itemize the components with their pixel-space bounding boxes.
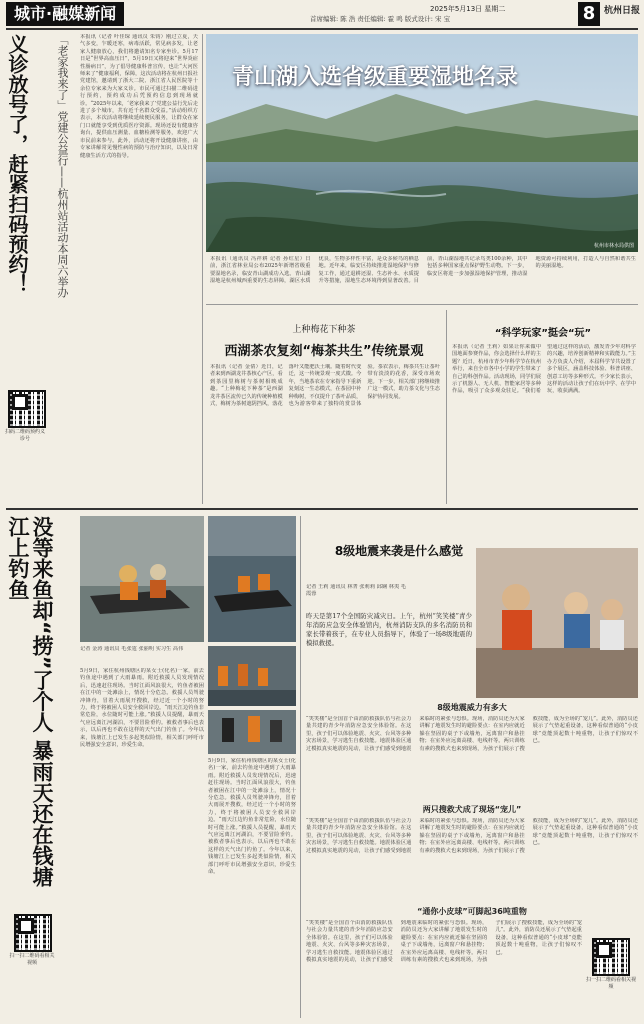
rescue-body-cont: 5月9日，家住杭州钱塘区的某女士(化名)一家，前去钓鱼途中遇到了大雨暴雨。附近救援人员发现情况后，迅速赶往现场。当时江面风浪很大，钓鱼者被困在江中的一处滩涂上，情况十分危急。救援人员驾驶冲锋舟，冒着大雨展开搜救，经过近一个小时的努力，终于将被困人员安全救回岸边。“雨天江边钓鱼非常危险，水位随时可能上涨。”救援人员提醒，暴雨天气应远离江河湖泊，不要冒险垂钓。被救者事后也表示，以后再也不敢在这样的天气出门钓鱼了。今年以来，钱塘江上已发生多起类似险情，相关部门呼吁市民增强安全意识，珍爱生命。 — [208, 758, 296, 876]
tea-headline: 西湖茶农复刻“梅茶共生”传统景观 — [224, 344, 424, 359]
clinic-subheadline: 「老家我来了」党建公益行——杭州站活动本周六举办 — [56, 34, 69, 298]
clinic-headline: 义诊放号了，赶紧扫码预约！ — [5, 34, 29, 294]
column-divider — [202, 34, 203, 504]
rescue-photo-4 — [208, 710, 296, 754]
rescue-photo-4-graphic — [208, 710, 296, 754]
rescue-photo-1 — [80, 516, 204, 642]
clinic-qr-caption: 扫码二维码预约义诊号 — [4, 429, 45, 442]
quake-subhead-3: “通你小皮球”可脚起36吨重物 — [417, 907, 527, 916]
rescue-photo-3-graphic — [208, 646, 296, 706]
quake-byline: 记者 王莉 通讯员 林菁 张莉莉 邱娴 林夷 毛霞蓉 — [306, 584, 406, 598]
page-number: 8 — [578, 2, 600, 26]
science-headline: “科学玩家”挺会“玩” — [494, 328, 592, 339]
quake-subhead-2: 两只搜救犬成了现场“宠儿” — [422, 805, 522, 814]
quake-lead: 昨天是第17个全国防灾减灾日。上午，杭州“笑笑楼”青少年消防应急安全体验馆内，杭州消防支队的多名消防员和家长带着孩子，在专业人员指导下，体验了一场8级地震的模拟救援。 — [306, 612, 472, 647]
rescue-photo-1-graphic — [80, 516, 204, 642]
clinic-qr-code[interactable] — [8, 390, 46, 428]
quake-headline: 8级地震来袭是什么感觉 — [334, 544, 464, 558]
rescue-body: 5月9日，家住杭州钱塘区的某女士(化名)一家，前去钓鱼途中遇到了大雨暴雨。附近救援人员发现情况后，迅速赶往现场。当时江面风浪很大，钓鱼者被困在江中的一处滩涂上，情况十分危急。救援人员驾驶冲锋舟，冒着大雨展开搜救，经过近一个小时的努力，终于将被困人员安全救回岸边。“雨天江边钓鱼非常危险，水位随时可能上涨。”救援人员提醒，暴雨天气应远离江河湖泊，不要冒险垂钓。被救者事后也表示，以后再也不敢在这样的天气出门钓鱼了。今年以来，钱塘江上已发生多起类似险情，相关部门呼吁市民增强安全意识，珍爱生命。 — [80, 668, 204, 749]
header-rule — [6, 28, 638, 30]
rescue-photo-2 — [208, 516, 296, 642]
section-title: 城市·融媒新闻 — [6, 2, 124, 26]
mid-rule — [6, 508, 638, 510]
rescue-headline: 没等来鱼却“捞”了个人 暴雨天还在钱塘江上钓鱼 — [6, 516, 54, 887]
lake-photo-credit: 杭州市林水局供图 — [593, 243, 634, 249]
column-divider — [446, 310, 447, 504]
quake-subhead-1: 8级地震威力有多大 — [437, 703, 507, 712]
quake-photo — [476, 548, 638, 698]
section-divider — [206, 304, 638, 305]
editor-credits: 首席编辑: 陈 浩 责任编辑: 霍 鸣 版式设计: 宋 宝 — [310, 15, 451, 23]
rescue-qr-caption: 扫一扫二维码看相关视频 — [9, 953, 55, 966]
lake-headline: 青山湖入选省级重要湿地名录 — [232, 65, 519, 90]
brand-logo: 杭州日报 — [604, 6, 641, 16]
rescue-photo-2-graphic — [208, 516, 296, 642]
tea-kicker: 上种梅花下种茶 — [292, 325, 356, 335]
quake-body-2: “笑笑楼”是全国首个由消防救援队伍与社会力量共建的青少年消防应急安全体验馆。在这里，孩子们可以体验地震、火灾、台风等多种灾害场景，学习逃生自救技能。地震体验区通过模拟真实地震的晃动，让孩子们感受到地震来临时的紧张与恐惧。现场，消防员还为大家讲解了地震发生时的避险要点：在室内应就近躲在坚固的桌子下或墙角，远离窗户和悬挂物；在室外应远离高楼、电线杆等。两只训练有素的搜救犬也来到现场，为孩子们展示了搜救技能，成为全场的“宠儿”。此外，消防员还展示了气垫起重设备，这种看似普通的“小皮球”竟能顶起数十吨重物，让孩子们惊叹不已。 — [306, 818, 638, 854]
lake-body: 本报讯（通讯员 冯祥耕 记者 孙红星）日前，浙江省林业局公布2025年新增省级重要湿地名录，临安青山湖成功入选。青山湖湿地是杭州城西重要的生态屏障，湖区水质优良，生物多样性丰富，是众多候鸟的栖息地。近年来，临安区持续推进湿地保护与修复工作，通过退耕还湿、生态补水、水质提升等措施，湿地生态环境得到显著改善。目前，青山湖湿地共记录鸟类100余种，其中包括多种国家重点保护野生动物。下一步，临安区将进一步加强湿地保护管理，推动湿地资源可持续利用，打造人与自然和谐共生的美丽湿地。 — [210, 256, 636, 285]
science-body: 本报讯（记者 王莉）如果让你来做中国地面参赛作品，你会选择什么样的主题？近日，杭州市青少年科学节在杭州举行，来自全市各中小学的学生带来了自己的科创作品。活动现场，同学们展示了机器人、无人机、智能家居等多种作品，吸引了众多观众驻足。“我们希望通过这样的活动，激发青少年对科学的兴趣，培养创新精神和实践能力。”主办方负责人介绍，本届科学节共设置了多个展区，涵盖科技体验、科普讲座、创意工坊等多种形式。不少家长表示，这样的活动让孩子们在玩中学、在学中玩，收获满满。 — [452, 344, 636, 395]
quake-photo-graphic — [476, 548, 638, 698]
rescue-qr-code[interactable] — [14, 914, 52, 952]
quake-body-1: “笑笑楼”是全国首个由消防救援队伍与社会力量共建的青少年消防应急安全体验馆。在这里，孩子们可以体验地震、火灾、台风等多种灾害场景，学习逃生自救技能。地震体验区通过模拟真实地震的晃动，让孩子们感受到地震来临时的紧张与恐惧。现场，消防员还为大家讲解了地震发生时的避险要点：在室内应就近躲在坚固的桌子下或墙角，远离窗户和悬挂物；在室外应远离高楼、电线杆等。两只训练有素的搜救犬也来到现场，为孩子们展示了搜救技能，成为全场的“宠儿”。此外，消防员还展示了气垫起重设备，这种看似普通的“小皮球”竟能顶起数十吨重物，让孩子们惊叹不已。 — [306, 716, 638, 752]
issue-date: 2025年5月13日 星期二 — [430, 5, 506, 13]
column-divider — [300, 516, 301, 1018]
rescue-byline: 记者 金涛 通讯员 毛张霆 张丽明 实习生 高伟 — [80, 646, 184, 652]
quake-qr-code[interactable] — [592, 938, 630, 976]
quake-qr-caption: 扫一扫二维码看相关视频 — [585, 977, 636, 990]
quake-body-3: “笑笑楼”是全国首个由消防救援队伍与社会力量共建的青少年消防应急安全体验馆。在这里，孩子们可以体验地震、火灾、台风等多种灾害场景，学习逃生自救技能。地震体验区通过模拟真实地震的晃动，让孩子们感受到地震来临时的紧张与恐惧。现场，消防员还为大家讲解了地震发生时的避险要点：在室内应就近躲在坚固的桌子下或墙角，远离窗户和悬挂物；在室外应远离高楼、电线杆等。两只训练有素的搜救犬也来到现场，为孩子们展示了搜救技能，成为全场的“宠儿”。此外，消防员还展示了气垫起重设备，这种看似普通的“小皮球”竟能顶起数十吨重物，让孩子们惊叹不已。 — [306, 920, 582, 964]
rescue-photo-3 — [208, 646, 296, 706]
tea-body: 本报讯（记者 金倩）近日，记者来到西湖龙井茶核心产区，看到茶园里梅树与茶树相映成趣。“上种梅花下种茶”是西湖龙井茶区流传已久的传统种植模式，梅树为茶树遮阴挡风，落花落叶又能肥沃土壤。随着时代变迁，这一传统景观一度式微。今年，当地茶农在专家指导下重新复刻这一生态模式，在茶园中补种梅树，不仅提升了茶叶品质，也为游客带来了独特的赏景体验。茶农表示，梅茶共生让茶叶带有淡淡的花香，深受市场欢迎。下一步，相关部门将继续推广这一模式，助力茶文化与生态保护协同发展。 — [210, 364, 440, 408]
clinic-body: 本报讯（记者 叶佳琛 通讯员 朱钧）刚过立夏，天气多变，乍暖还寒，病毒活跃，常见病多发，让老家人健康放心，我们将邀请知名专家坐诊。5月17日是“世界高血压日”，5月19日又将迎来“世界炎症性肠病日”，为了倡导健康科普宣传，也让“大河医师来了”健康福利，保障，这次活动将在杭州日报社党建馆，邀请到了浙大二院、浙江省人民医院等十余位专家来为大家义诊。市民可通过扫描二维码进行预约，预约成功后凭预约信息到现场就诊。“2025年以来，‘老家我来了’党建公益行先后走进了多个城市，共有近千名群众受益。”活动组织方表示，本次活动将继续延续便民服务，让群众在家门口就能享受到优质医疗资源。现场还设有健康咨询台，提供血压测量、血糖检测等服务，欢迎广大市民前来参与。此外，活动还将开设健康讲座，由专家讲解常见慢性病的预防与治疗知识，以及日常健康生活方式的指导。 — [80, 34, 198, 159]
